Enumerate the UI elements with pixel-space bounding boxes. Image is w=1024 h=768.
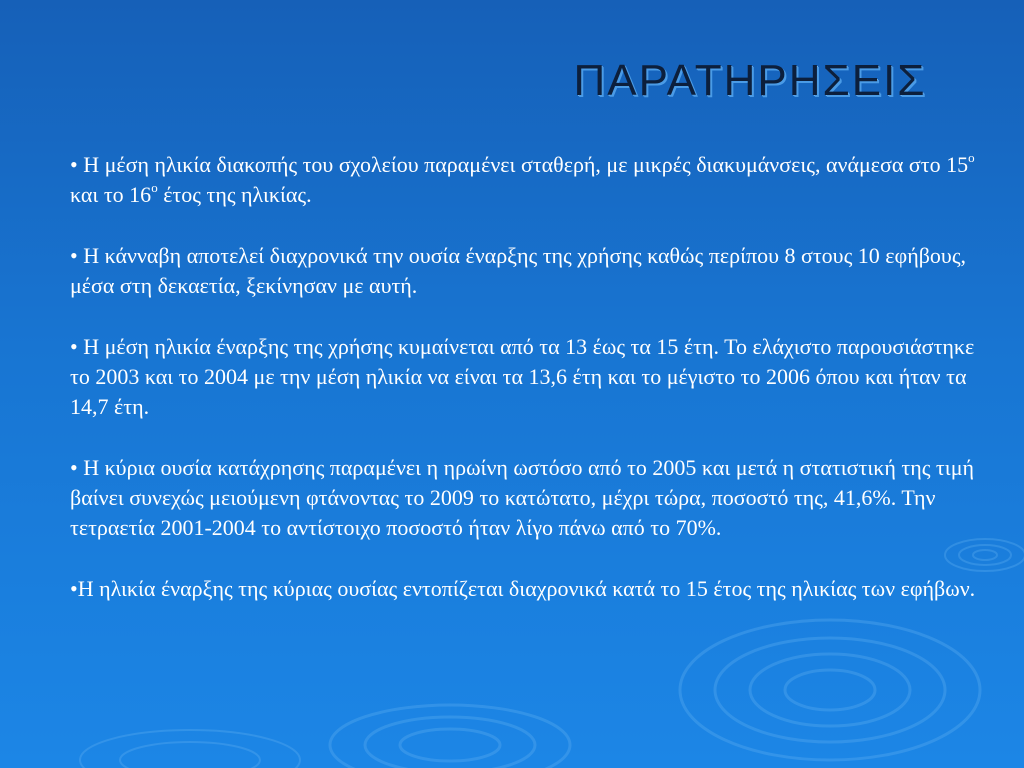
- slide-title: ΠΑΡΑΤΗΡΗΣΕΙΣ: [573, 56, 927, 105]
- observation-text: • Η μέση ηλικία διακοπής του σχολείου παραμένει σταθερή, με μικρές διακυμάνσεις, ανάμεσα στο 15: [70, 152, 969, 177]
- observation-item: • Η κύρια ουσία κατάχρησης παραμένει η ηρωίνη ωστόσο από το 2005 και μετά η στατιστική της τιμή βαίνει συνεχώς μειούμενη φτάνοντας το 2009 το κατώτατο, μέχρι τώρα, ποσοστό της, 41,6%. Την τετραετία 2001-2004 το αντίστοιχο ποσοστό ήταν λίγο πάνω από το 70%.: [70, 455, 974, 540]
- observation-text: έτος της ηλικίας.: [157, 182, 312, 207]
- observation-item: [70, 150, 990, 210]
- ordinal-superscript: ο: [151, 179, 158, 195]
- observation-item: • Η μέση ηλικία έναρξης της χρήσης κυμαίνεται από τα 13 έως τα 15 έτη. Το ελάχιστο παρουσιάστηκε το 2003 και το 2004 με την μέση ηλικία να είναι τα 13,6 έτη και το μέγιστο το 2006 όπου και ήταν τα 14,7 έτη.: [70, 334, 975, 419]
- observations-list: [70, 150, 990, 635]
- observation-item: • Η κάνναβη αποτελεί διαχρονικά την ουσία έναρξης της χρήσης καθώς περίπου 8 στους 10 εφήβους, μέσα στη δεκαετία, ξεκίνησαν με αυτή.: [70, 243, 967, 298]
- ordinal-superscript: ο: [968, 149, 975, 165]
- observation-text: και το 16: [70, 182, 152, 207]
- observation-item: •Η ηλικία έναρξης της κύριας ουσίας εντοπίζεται διαχρονικά κατά το 15 έτος της ηλικίας των εφήβων.: [70, 576, 976, 601]
